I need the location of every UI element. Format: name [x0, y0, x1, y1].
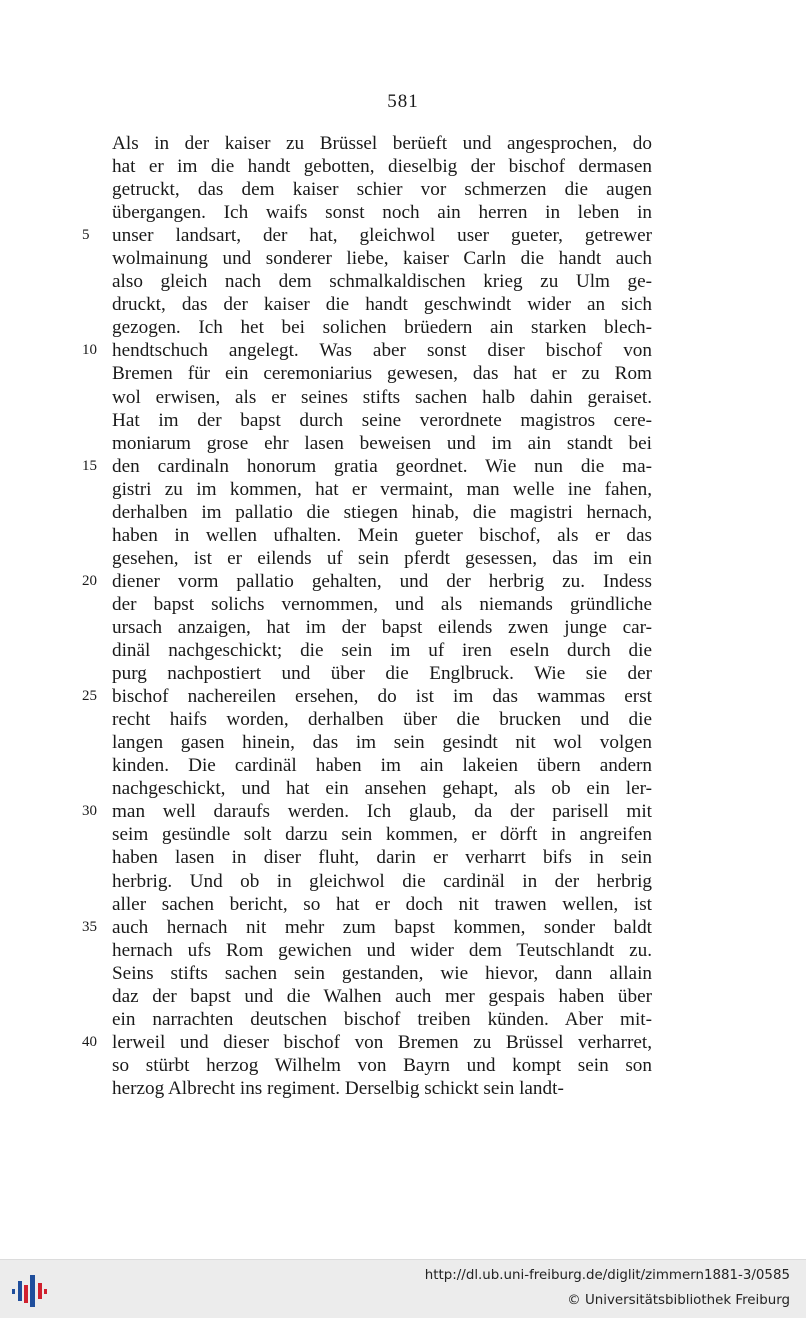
- text-line: [112, 846, 652, 869]
- line-number: 15: [82, 457, 97, 474]
- line-number: 25: [82, 688, 97, 705]
- copyright-notice: © Universitätsbibliothek Freiburg: [567, 1293, 790, 1308]
- text-line: [82, 1031, 652, 1054]
- line-text: moniarum grose ehr lasen beweisen und im ain standt bei: [112, 432, 652, 454]
- text-line: [82, 224, 652, 247]
- line-text: ein narrachten deutschen bischof treiben künden. Aber mit-: [112, 1008, 652, 1030]
- line-text: gistri zu im kommen, hat er vermaint, man welle ine fahen,: [112, 478, 652, 500]
- line-number: 10: [82, 342, 97, 359]
- text-line: [82, 685, 652, 708]
- text-line: [112, 1077, 652, 1100]
- text-line: [112, 823, 652, 846]
- line-text: hernach ufs Rom gewichen und wider dem Teutschlandt zu.: [112, 939, 652, 961]
- text-line: [112, 501, 652, 524]
- text-line: [112, 754, 652, 777]
- line-text: wolmainung und sonderer liebe, kaiser Carln die handt auch: [112, 248, 652, 270]
- line-text: kinden. Die cardinäl haben im ain lakeien übern andern: [112, 755, 652, 777]
- text-line: [112, 201, 652, 224]
- text-line: [112, 247, 652, 270]
- text-line: [112, 962, 652, 985]
- line-text: übergangen. Ich waifs sonst noch ain herren in leben in: [112, 202, 652, 224]
- line-text: purg nachpostiert und über die Englbruck. Wie sie der: [112, 663, 652, 685]
- text-line: [112, 316, 652, 339]
- line-text: dinäl nachgeschickt; die sein im uf iren eseln durch die: [112, 640, 652, 662]
- line-text: gezogen. Ich het bei solichen brüedern ain starken blech-: [112, 317, 652, 339]
- line-number: 20: [82, 572, 97, 589]
- line-text: Bremen für ein ceremoniarius gewesen, das hat er zu Rom: [112, 363, 652, 385]
- footer-bar: [0, 1259, 806, 1318]
- line-number: 40: [82, 1033, 97, 1050]
- text-line: [112, 662, 652, 685]
- text-line: [112, 708, 652, 731]
- line-text: getruckt, das dem kaiser schier vor schmerzen die augen: [112, 179, 652, 201]
- text-line: [112, 547, 652, 570]
- line-text: lerweil und dieser bischof von Bremen zu Brüssel verharret,: [112, 1031, 652, 1053]
- text-line: [112, 132, 652, 155]
- line-number: 35: [82, 918, 97, 935]
- line-text: haben in wellen ufhalten. Mein gueter bischof, als er das: [112, 524, 652, 546]
- line-text: Seins stifts sachen sein gestanden, wie hievor, dann allain: [112, 962, 652, 984]
- line-text: nachgeschickt, und hat ein ansehen gehapt, als ob ein ler-: [112, 778, 652, 800]
- line-text: recht haifs worden, derhalben über die brucken und die: [112, 709, 652, 731]
- text-line: [112, 593, 652, 616]
- text-line: [112, 155, 652, 178]
- line-text: den cardinaln honorum gratia geordnet. Wie nun die ma-: [112, 455, 652, 477]
- text-line: [112, 362, 652, 385]
- line-text: gesehen, ist er eilends uf sein pferdt gesessen, das im ein: [112, 547, 652, 569]
- line-text: Als in der kaiser zu Brüssel berüeft und angesprochen, do: [112, 133, 652, 154]
- text-line: [112, 409, 652, 432]
- line-text: derhalben im pallatio die stiegen hinab, die magistri hernach,: [112, 501, 652, 523]
- line-text: seim gesündle solt darzu sein kommen, er dörft in angreifen: [112, 824, 652, 846]
- line-text: daz der bapst und die Walhen auch mer gespais haben über: [112, 985, 652, 1007]
- text-line: [112, 870, 652, 893]
- line-text: so stürbt herzog Wilhelm von Bayrn und kompt sein son: [112, 1054, 652, 1076]
- line-text: Hat im der bapst durch seine verordnete magistros cere-: [112, 409, 652, 431]
- body-text: [82, 132, 652, 1100]
- text-line: [82, 339, 652, 362]
- text-line: [112, 985, 652, 1008]
- text-line: [82, 916, 652, 939]
- line-text: herzog Albrecht ins regiment. Derselbig schickt sein landt-: [112, 1077, 564, 1099]
- line-text: auch hernach nit mehr zum bapst kommen, sonder baldt: [112, 916, 652, 938]
- text-line: [112, 731, 652, 754]
- text-line: [112, 178, 652, 201]
- line-text: ursach anzaigen, hat im der bapst eilends zwen junge car-: [112, 616, 652, 638]
- line-text: herbrig. Und ob in gleichwol die cardinäl in der herbrig: [112, 870, 652, 892]
- text-line: [112, 1054, 652, 1077]
- line-text: druckt, das der kaiser die handt geschwindt wider an sich: [112, 294, 652, 316]
- line-number: 5: [82, 227, 90, 244]
- text-line: [112, 386, 652, 409]
- ub-freiburg-logo-icon[interactable]: [10, 1271, 50, 1311]
- text-line: [112, 939, 652, 962]
- line-text: also gleich nach dem schmalkaldischen krieg zu Ulm ge-: [112, 271, 652, 293]
- line-text: wol erwisen, als er seines stifts sachen halb dahin geraiset.: [112, 386, 652, 408]
- text-line: [112, 478, 652, 501]
- page-number: 581: [387, 91, 419, 112]
- line-text: diener vorm pallatio gehalten, und der herbrig zu. Indess: [112, 570, 652, 592]
- line-text: aller sachen bericht, so hat er doch nit trawen wellen, ist: [112, 893, 652, 915]
- text-line: [112, 639, 652, 662]
- line-text: haben lasen in diser fluht, darin er verharrt bifs in sein: [112, 847, 652, 869]
- permalink-url[interactable]: http://dl.ub.uni-freiburg.de/diglit/zimmern1881-3/0585: [424, 1268, 790, 1283]
- line-text: langen gasen hinein, das im sein gesindt nit wol volgen: [112, 732, 652, 754]
- text-line: [112, 893, 652, 916]
- line-text: hendtschuch angelegt. Was aber sonst diser bischof von: [112, 340, 652, 362]
- line-text: hat er im die handt gebotten, dieselbig der bischof dermasen: [112, 156, 652, 178]
- text-line: [112, 1008, 652, 1031]
- text-line: [82, 570, 652, 593]
- line-text: man well daraufs werden. Ich glaub, da der parisell mit: [112, 801, 652, 823]
- line-number: 30: [82, 803, 97, 820]
- text-line: [112, 777, 652, 800]
- line-text: bischof nachereilen ersehen, do ist im das wammas erst: [112, 686, 652, 708]
- text-line: [112, 616, 652, 639]
- text-line: [82, 800, 652, 823]
- text-line: [112, 432, 652, 455]
- text-line: [82, 455, 652, 478]
- text-line: [112, 270, 652, 293]
- text-line: [112, 293, 652, 316]
- line-text: der bapst solichs vernommen, und als niemands gründliche: [112, 593, 652, 615]
- line-text: unser landsart, der hat, gleichwol user gueter, getrewer: [112, 225, 652, 247]
- text-line: [112, 524, 652, 547]
